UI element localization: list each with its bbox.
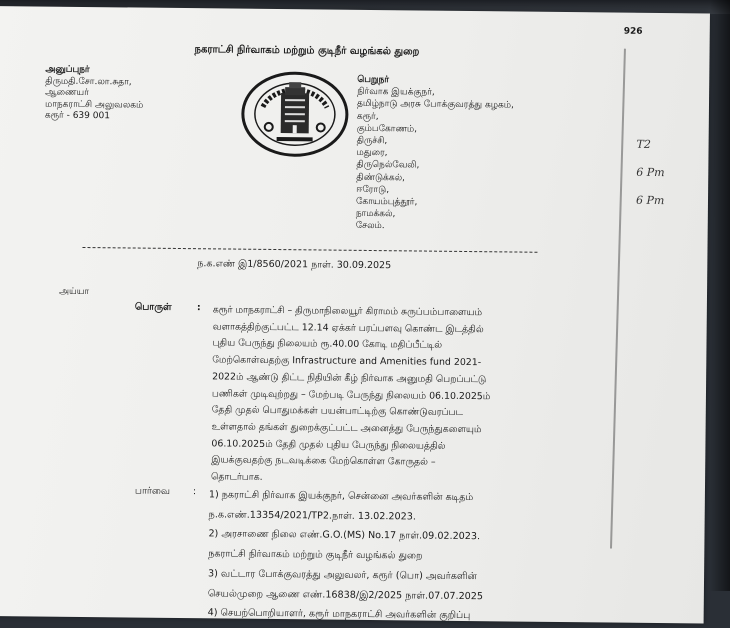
sender-line: திருமதி.சோ.லா.சுதா, xyxy=(45,76,132,87)
margin-note: 6 Pm xyxy=(635,193,665,208)
reference-line: 2) அரசாணை நிலை எண்.G.O.(MS) No.17 நாள்.09.02.2023. xyxy=(208,528,481,543)
salutation: அய்யா xyxy=(58,286,90,298)
recipient-line: நிர்வாக இயக்குநர், xyxy=(357,87,435,98)
subject-colon: : xyxy=(196,302,201,314)
recipient-label: பெறுநர் xyxy=(357,74,390,86)
recipient-line: சேலம். xyxy=(355,221,385,232)
reference-line: ந.க.எண்.13354/2021/TP2.நாள். 13.02.2023. xyxy=(208,509,416,523)
reference-line: நகராட்சி நிர்வாகம் மற்றும் குடிநீர் வழங்கல் துறை xyxy=(208,548,423,562)
recipient-line: கும்பகோணம், xyxy=(356,123,418,135)
recipient-line: திருநெல்வேலி, xyxy=(356,160,420,171)
recipient-line: கோயம்புத்தூர், xyxy=(355,196,418,208)
subject-line: வளாகத்திற்குட்பட்ட 12.14 ஏக்கர் பரப்பளவு கொண்ட இடத்தில் xyxy=(212,321,484,335)
subject-line: பணிகள் முடிவுற்றது – மேற்படி பேருந்து நிலையம் 06.10.2025ம் xyxy=(211,387,491,402)
subject-text xyxy=(211,302,569,489)
sender-label: அனுப்புநர் xyxy=(45,64,90,76)
subject-line: கரூர் மாநகராட்சி – திருமாநிலையூர் கிராமம் சுருப்பம்பாளையம் xyxy=(212,304,483,319)
subject-line: மேற்கொள்வதற்கு Infrastructure and Amenities fund 2021- xyxy=(212,354,482,369)
sender-line: ஆணையர் xyxy=(45,87,89,99)
references-label: பார்வை xyxy=(134,485,171,497)
divider xyxy=(82,247,537,253)
subject-line: தொடர்பாக. xyxy=(211,471,263,483)
handwritten-margin-notes xyxy=(636,131,665,215)
reference-line: 4) செயற்பொறியாளர், கரூர் மாநகராட்சி அவர்களின் குறிப்பு xyxy=(207,607,471,622)
reference-line: 3) வட்டார போக்குவரத்து அலுவலர், கரூர் (பொ) அவர்களின் xyxy=(208,568,477,582)
subject-line: தேதி முதல் பொதுமக்கள் பயன்பாட்டிற்கு கொண்டுவரப்பட xyxy=(211,404,464,419)
subject-line: உள்ளதால் தங்கள் துறைக்குட்பட்ட அனைத்து பேருந்துகளையும் xyxy=(211,421,482,436)
sender-line: கரூர் - 639 001 xyxy=(44,110,110,122)
recipient-line: ஈரோடு, xyxy=(356,184,390,196)
sender-line: மாநகராட்சி அலுவலகம் xyxy=(44,99,144,111)
recipient-line: திருச்சி, xyxy=(356,135,388,147)
page-shadow xyxy=(710,0,730,591)
recipient-line: நாமக்கல், xyxy=(355,209,396,220)
reference-line: செயல்முறை ஆணை எண்.16838/இ2/2025 நாள்.07.07.2025 xyxy=(207,587,484,602)
subject-line: புதிய பேருந்து நிலையம் ரூ.40.00 கோடி மதிப்பீட்டில் xyxy=(212,337,443,352)
recipient-line: தமிழ்நாடு அரசு போக்குவரத்து கழகம், xyxy=(356,99,514,111)
subject-line: 06.10.2025ம் தேதி முதல் புதிய பேருந்து நிலையத்தில் xyxy=(211,437,446,452)
government-seal-icon xyxy=(240,71,349,158)
department-header: நகராட்சி நிர்வாகம் மற்றும் குடிநீர் வழங்கல் துறை xyxy=(194,44,420,58)
pen-mark xyxy=(610,49,626,549)
reference-number: ந.க.எண் இ1/8560/2021 நாள். 30.09.2025 xyxy=(197,258,392,272)
subject-line: 2022ம் ஆண்டு திட்ட நிதியின் கீழ் நிர்வாக அனுமதி பெறப்பட்டு xyxy=(212,371,487,386)
recipient-line: கரூர், xyxy=(356,111,379,122)
document-page xyxy=(0,6,710,624)
recipient-line: மதுரை, xyxy=(356,148,388,159)
recipient-line: திண்டுக்கல், xyxy=(356,172,405,183)
references-list xyxy=(208,485,579,627)
references-colon: : xyxy=(192,486,197,498)
reference-line: 1) நகராட்சி நிர்வாக இயக்குநர், சென்னை அவர்களின் கடிதம் xyxy=(208,489,474,504)
margin-note: 6 Pm xyxy=(636,165,665,180)
page-number: 926 xyxy=(623,26,643,37)
margin-note: T2 xyxy=(636,137,651,151)
recipient-block xyxy=(356,74,515,234)
subject-label: பொருள் xyxy=(134,301,172,313)
sender-block xyxy=(45,65,144,124)
subject-line: இயக்குவதற்கு நடவடிக்கை மேற்கொள்ள கோருதல் – xyxy=(211,454,436,469)
